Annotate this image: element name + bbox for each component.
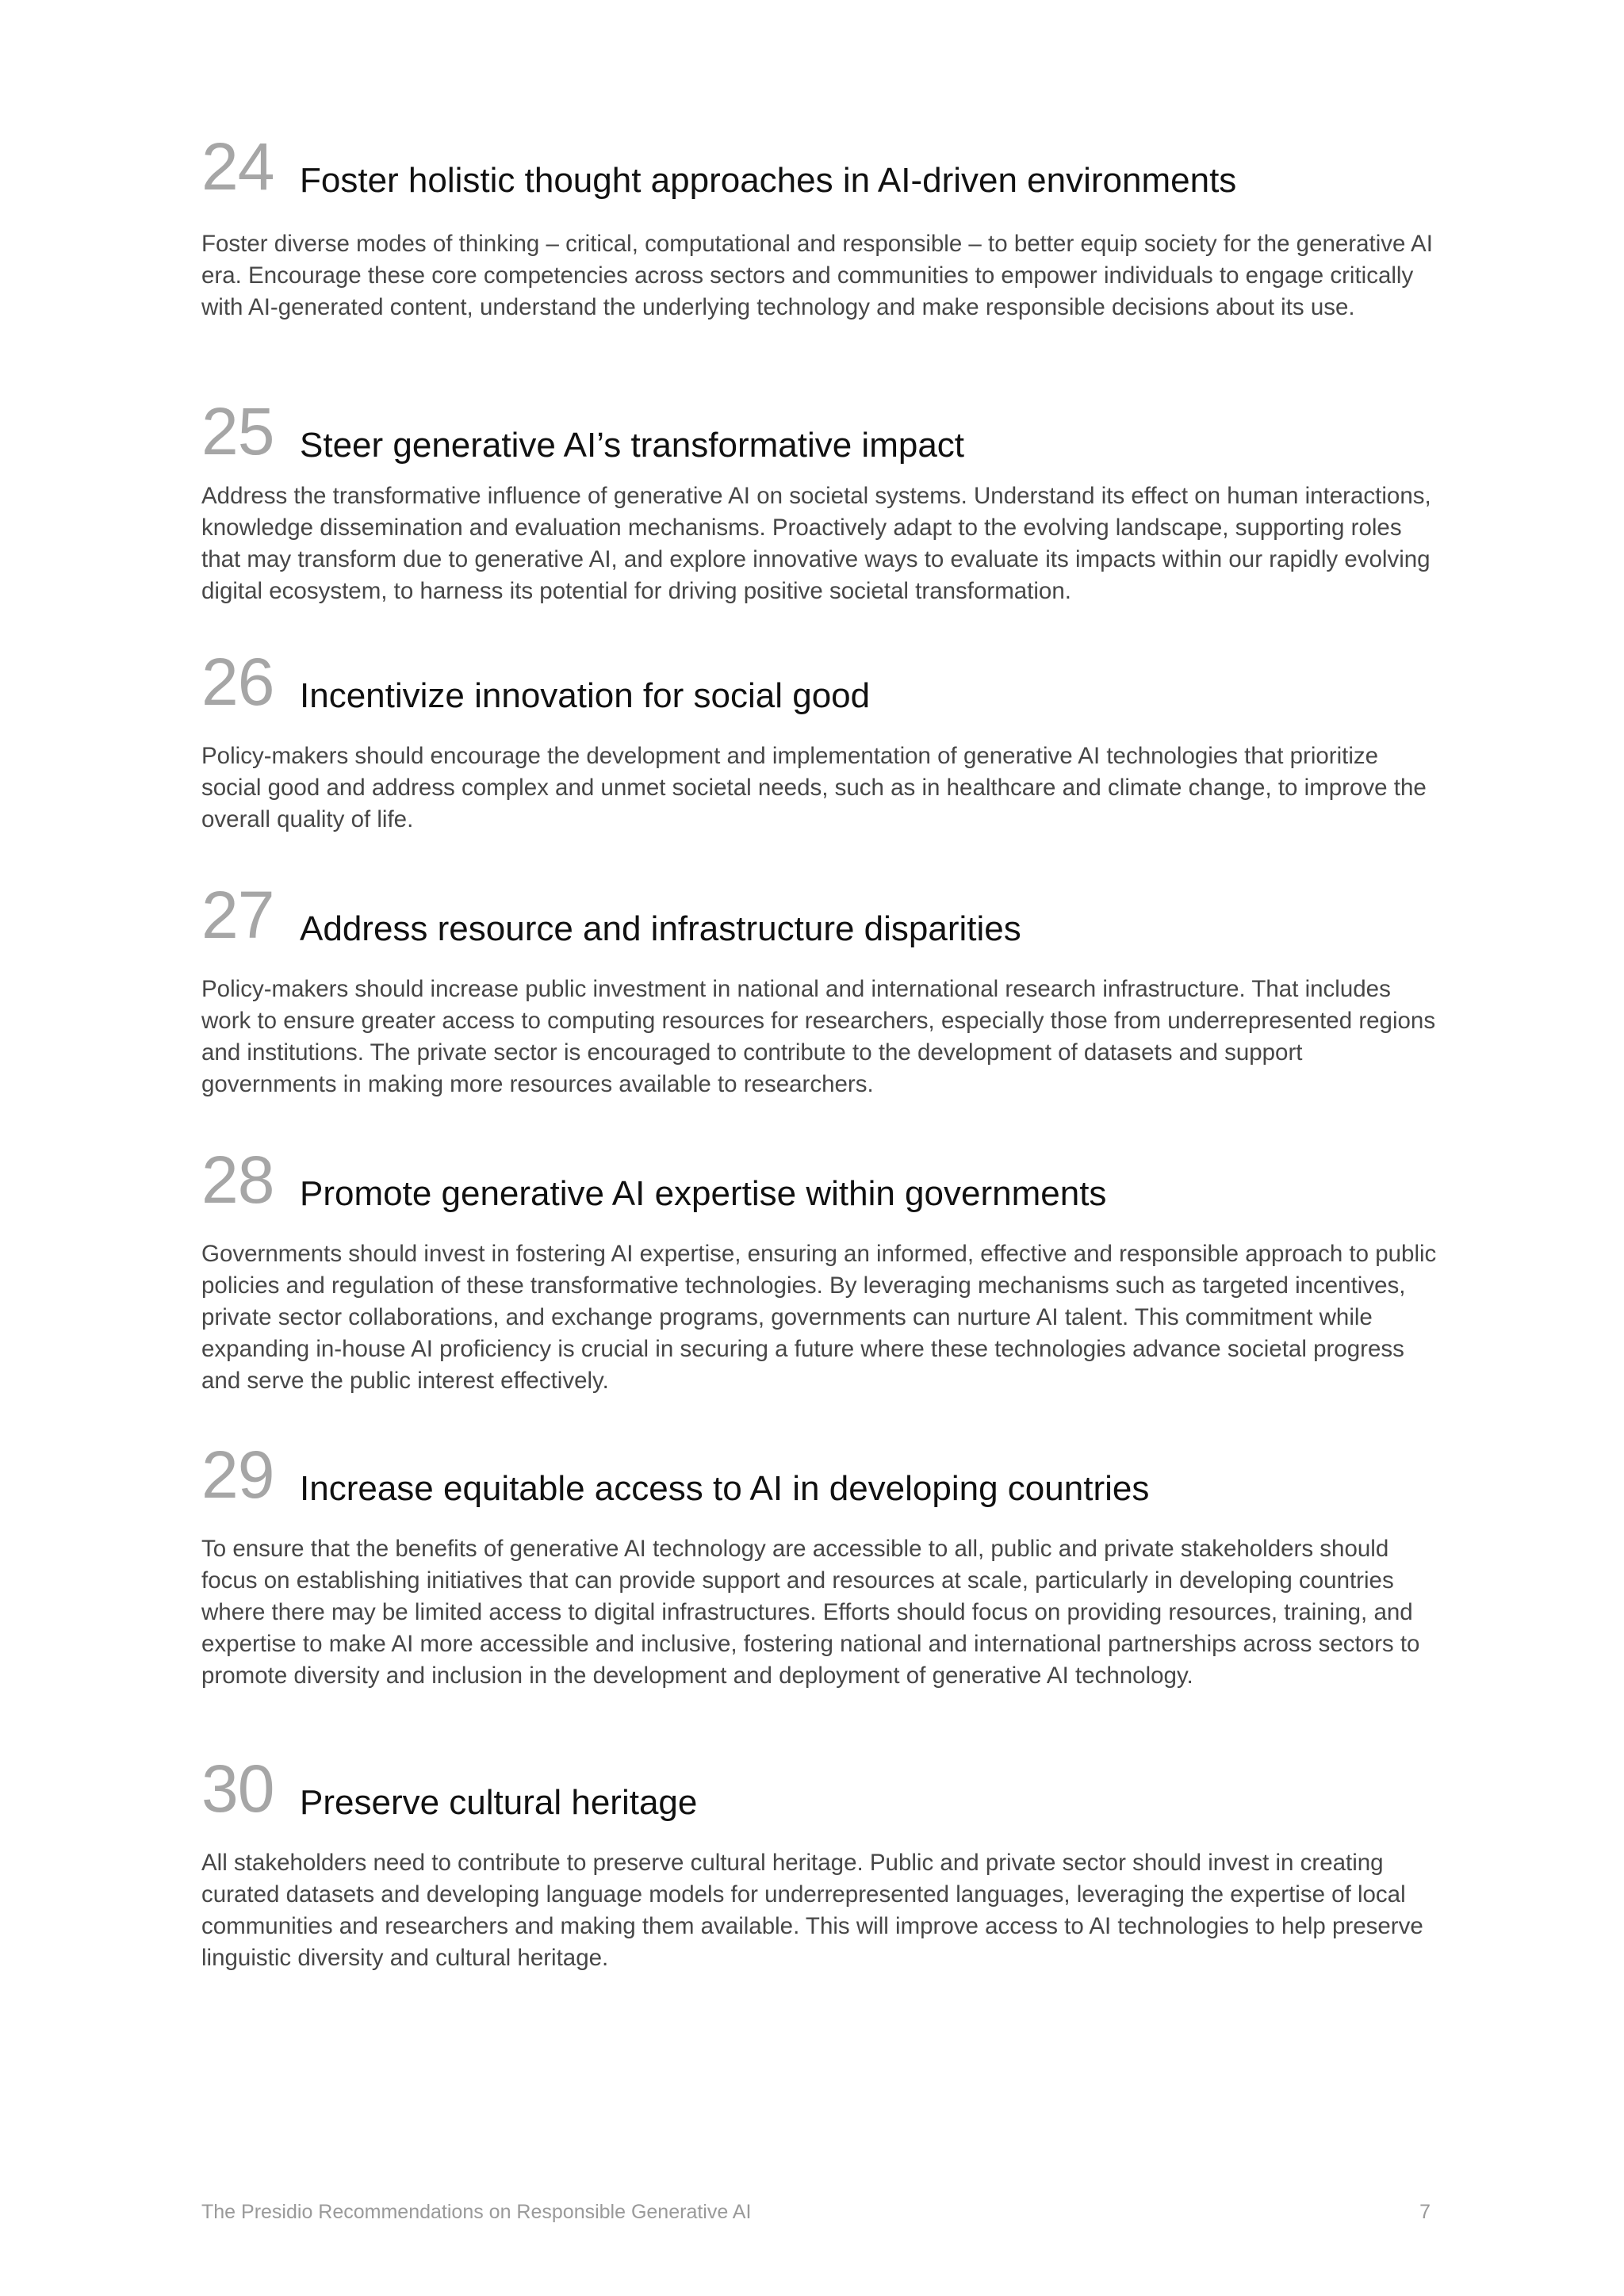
recommendation-heading [201, 394, 1438, 469]
recommendation-29 [201, 1437, 1438, 1692]
recommendation-heading [201, 878, 1438, 952]
recommendation-number: 30 [201, 1751, 274, 1826]
footer-document-title: The Presidio Recommendations on Responsible Generative AI [201, 2201, 752, 2223]
recommendation-24 [201, 129, 1438, 323]
recommendation-26 [201, 645, 1438, 836]
recommendation-body: Foster diverse modes of thinking – critical, computational and responsible – to better equip society for the generative AI era. Encourage these core competencies across sectors and communities to empower individuals to engage critically with AI-generated content, understand the underlying technology and make responsible decisions about its use. [201, 231, 1433, 320]
recommendation-title: Increase equitable access to AI in developing countries [300, 1469, 1150, 1508]
recommendation-body: Governments should invest in fostering AI expertise, ensuring an informed, effective and responsible approach to public policies and regulation of these transformative technologies. By leveraging mechanisms such as targeted incentives, private sector collaborations, and exchange programs, governments can nurture AI talent. This commitment while expanding in-house AI proficiency is crucial in securing a future where these technologies advance societal progress and serve the public interest effectively. [201, 1241, 1437, 1394]
recommendation-30 [201, 1751, 1438, 1974]
recommendation-number: 25 [201, 394, 274, 469]
recommendation-number: 29 [201, 1437, 274, 1512]
recommendation-heading [201, 1751, 1438, 1826]
recommendation-title: Preserve cultural heritage [300, 1783, 698, 1822]
recommendation-title: Address resource and infrastructure disparities [300, 909, 1021, 948]
recommendation-title: Incentivize innovation for social good [300, 676, 871, 715]
recommendation-number: 24 [201, 129, 274, 204]
footer-page-number: 7 [1419, 2201, 1431, 2223]
recommendation-body: All stakeholders need to contribute to preserve cultural heritage. Public and private sector should invest in creating curated datasets and developing language models for underrepresented languages, leveraging the expertise of local communities and researchers and making them available. This will improve access to AI technologies to help preserve linguistic diversity and cultural heritage. [201, 1850, 1423, 1971]
recommendation-title: Steer generative AI’s transformative impact [300, 426, 965, 465]
recommendation-number: 26 [201, 645, 274, 719]
recommendation-heading [201, 1142, 1438, 1217]
recommendation-27 [201, 878, 1438, 1100]
recommendation-number: 28 [201, 1142, 274, 1217]
recommendation-title: Promote generative AI expertise within governments [300, 1174, 1107, 1213]
recommendation-heading [201, 645, 1438, 719]
recommendation-28 [201, 1142, 1438, 1397]
page-footer [201, 2201, 1438, 2233]
recommendation-body: Address the transformative influence of generative AI on societal systems. Understand its effect on human interactions, knowledge dissemination and evaluation mechanisms. Proactively adapt to the evolving landscape, supporting roles that may transform due to generative AI, and explore innovative ways to evaluate its impacts within our rapidly evolving digital ecosystem, to harness its potential for driving positive societal transformation. [201, 483, 1431, 604]
recommendation-body: Policy-makers should increase public investment in national and international research infrastructure. That includes work to ensure greater access to computing resources for researchers, especially those from underrepresented regions and institutions. The private sector is encouraged to contribute to the development of datasets and support governments in making more resources available to researchers. [201, 976, 1436, 1097]
recommendation-body: To ensure that the benefits of generative AI technology are accessible to all, public and private stakeholders should focus on establishing initiatives that can provide support and resources at scale, particularly in developing countries where there may be limited access to digital infrastructures. Efforts should focus on providing resources, training, and expertise to make AI more accessible and inclusive, fostering national and international partnerships across sectors to promote diversity and inclusion in the development and deployment of generative AI technology. [201, 1536, 1420, 1689]
recommendation-heading [201, 1437, 1438, 1512]
recommendation-heading [201, 129, 1438, 204]
recommendation-25 [201, 394, 1438, 607]
recommendation-title: Foster holistic thought approaches in AI-driven environments [300, 161, 1237, 200]
recommendation-body: Policy-makers should encourage the development and implementation of generative AI technologies that prioritize social good and address complex and unmet societal needs, such as in healthcare and climate change, to improve the overall quality of life. [201, 743, 1427, 832]
recommendation-number: 27 [201, 878, 274, 952]
